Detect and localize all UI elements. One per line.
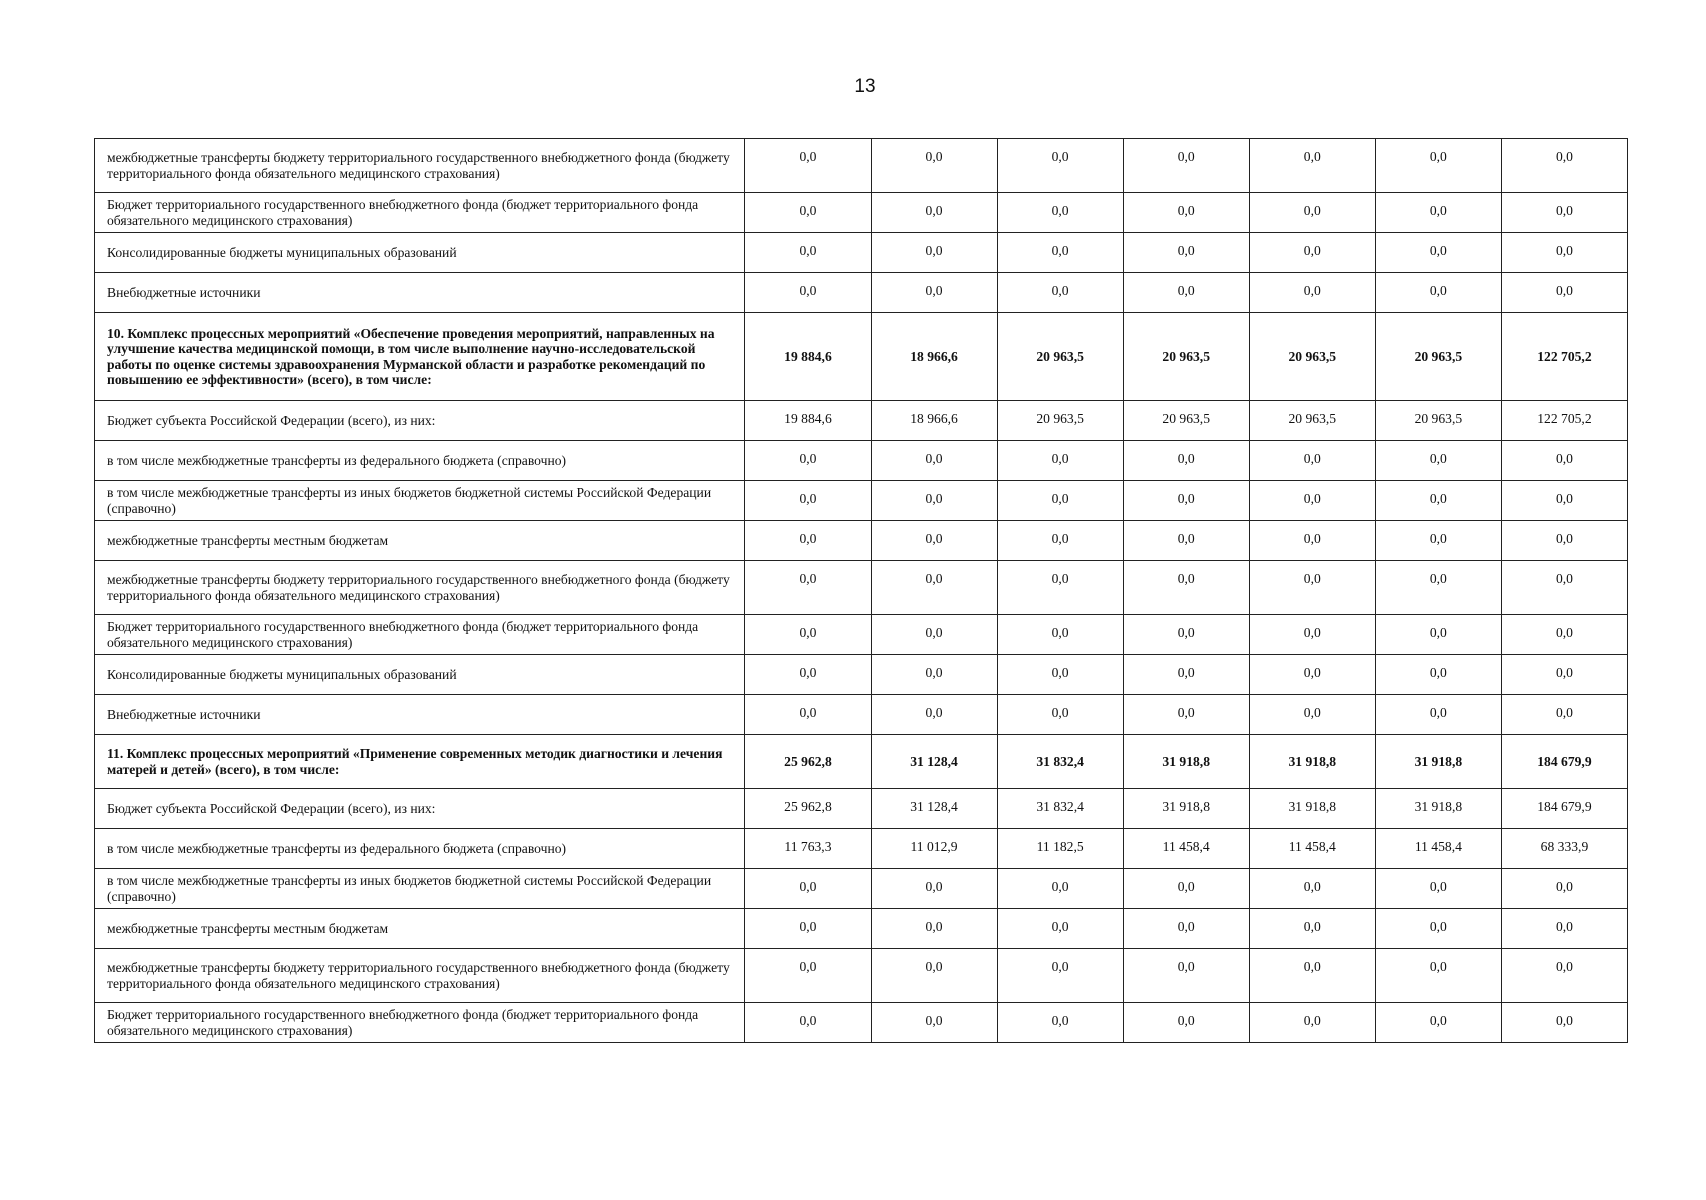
value-cell: 0,0 <box>997 909 1123 949</box>
value-cell: 0,0 <box>1501 561 1627 615</box>
table-row <box>95 869 1628 909</box>
value-cell: 0,0 <box>1249 233 1375 273</box>
page-number: 13 <box>854 76 876 97</box>
row-label-cell: в том числе межбюджетные трансферты из иных бюджетов бюджетной системы Российской Федерации (справочно) <box>95 481 745 521</box>
table-row <box>95 655 1628 695</box>
value-cell: 0,0 <box>1249 193 1375 233</box>
value-cell: 0,0 <box>997 273 1123 313</box>
value-cell: 11 458,4 <box>1123 829 1249 869</box>
value-cell: 0,0 <box>745 441 871 481</box>
value-cell: 0,0 <box>997 233 1123 273</box>
table-row <box>95 139 1628 193</box>
row-label-cell: межбюджетные трансферты бюджету территориального государственного внебюджетного фонда (бюджету территориального фонда обязательного медицинского страхования) <box>95 561 745 615</box>
value-cell: 0,0 <box>1375 949 1501 1003</box>
value-cell: 0,0 <box>1501 233 1627 273</box>
value-cell: 0,0 <box>997 561 1123 615</box>
value-cell: 0,0 <box>1123 193 1249 233</box>
table-row <box>95 481 1628 521</box>
value-cell: 0,0 <box>1375 615 1501 655</box>
value-cell: 0,0 <box>745 1003 871 1043</box>
value-cell: 0,0 <box>1375 695 1501 735</box>
value-cell: 0,0 <box>745 869 871 909</box>
value-cell: 0,0 <box>871 949 997 1003</box>
value-cell: 0,0 <box>1249 695 1375 735</box>
value-cell: 0,0 <box>1375 561 1501 615</box>
value-cell: 122 705,2 <box>1501 313 1627 401</box>
value-cell: 0,0 <box>1501 615 1627 655</box>
value-cell: 0,0 <box>745 273 871 313</box>
table-row <box>95 233 1628 273</box>
value-cell: 0,0 <box>997 1003 1123 1043</box>
value-cell: 0,0 <box>1501 655 1627 695</box>
value-cell: 20 963,5 <box>1123 401 1249 441</box>
value-cell: 0,0 <box>1375 655 1501 695</box>
value-cell: 0,0 <box>1375 139 1501 193</box>
value-cell: 31 832,4 <box>997 789 1123 829</box>
value-cell: 0,0 <box>997 441 1123 481</box>
value-cell: 31 918,8 <box>1249 789 1375 829</box>
row-label-cell: межбюджетные трансферты бюджету территориального государственного внебюджетного фонда (бюджету территориального фонда обязательного медицинского страхования) <box>95 949 745 1003</box>
value-cell: 0,0 <box>1249 655 1375 695</box>
value-cell: 0,0 <box>1501 949 1627 1003</box>
value-cell: 0,0 <box>1375 521 1501 561</box>
row-label-cell: Внебюджетные источники <box>95 695 745 735</box>
value-cell: 0,0 <box>1249 1003 1375 1043</box>
value-cell: 0,0 <box>1501 193 1627 233</box>
value-cell: 0,0 <box>1123 949 1249 1003</box>
value-cell: 0,0 <box>1249 561 1375 615</box>
value-cell: 0,0 <box>1123 521 1249 561</box>
table-row <box>95 273 1628 313</box>
value-cell: 31 918,8 <box>1375 789 1501 829</box>
value-cell: 0,0 <box>745 615 871 655</box>
value-cell: 20 963,5 <box>997 401 1123 441</box>
table-row <box>95 909 1628 949</box>
value-cell: 11 458,4 <box>1375 829 1501 869</box>
value-cell: 31 918,8 <box>1375 735 1501 789</box>
value-cell: 0,0 <box>871 655 997 695</box>
value-cell: 0,0 <box>745 695 871 735</box>
value-cell: 31 918,8 <box>1123 789 1249 829</box>
row-label-cell: в том числе межбюджетные трансферты из иных бюджетов бюджетной системы Российской Федерации (справочно) <box>95 869 745 909</box>
row-label-cell: межбюджетные трансферты бюджету территориального государственного внебюджетного фонда (бюджету территориального фонда обязательного медицинского страхования) <box>95 139 745 193</box>
value-cell: 0,0 <box>997 655 1123 695</box>
value-cell: 0,0 <box>871 1003 997 1043</box>
value-cell: 0,0 <box>997 521 1123 561</box>
value-cell: 0,0 <box>1249 441 1375 481</box>
value-cell: 0,0 <box>1501 521 1627 561</box>
value-cell: 0,0 <box>1249 949 1375 1003</box>
value-cell: 31 918,8 <box>1123 735 1249 789</box>
value-cell: 0,0 <box>1123 615 1249 655</box>
row-label-cell: Бюджет субъекта Российской Федерации (всего), из них: <box>95 789 745 829</box>
row-label-cell: межбюджетные трансферты местным бюджетам <box>95 521 745 561</box>
value-cell: 0,0 <box>1249 273 1375 313</box>
table-row <box>95 829 1628 869</box>
value-cell: 0,0 <box>1501 273 1627 313</box>
value-cell: 31 128,4 <box>871 789 997 829</box>
value-cell: 0,0 <box>745 481 871 521</box>
value-cell: 0,0 <box>1249 615 1375 655</box>
value-cell: 0,0 <box>997 481 1123 521</box>
value-cell: 0,0 <box>1123 869 1249 909</box>
value-cell: 0,0 <box>745 193 871 233</box>
row-label-cell: Бюджет территориального государственного внебюджетного фонда (бюджет территориального фонда обязательного медицинского страхования) <box>95 1003 745 1043</box>
value-cell: 0,0 <box>871 561 997 615</box>
budget-table <box>94 138 1628 1043</box>
value-cell: 18 966,6 <box>871 313 997 401</box>
value-cell: 0,0 <box>1375 441 1501 481</box>
value-cell: 11 458,4 <box>1249 829 1375 869</box>
table-row <box>95 695 1628 735</box>
value-cell: 19 884,6 <box>745 401 871 441</box>
value-cell: 0,0 <box>1501 1003 1627 1043</box>
value-cell: 0,0 <box>1123 561 1249 615</box>
value-cell: 11 763,3 <box>745 829 871 869</box>
value-cell: 0,0 <box>871 481 997 521</box>
value-cell: 0,0 <box>1501 481 1627 521</box>
value-cell: 0,0 <box>871 521 997 561</box>
value-cell: 0,0 <box>1123 655 1249 695</box>
value-cell: 0,0 <box>871 233 997 273</box>
value-cell: 0,0 <box>1249 869 1375 909</box>
value-cell: 0,0 <box>1123 1003 1249 1043</box>
table-row <box>95 561 1628 615</box>
value-cell: 0,0 <box>997 949 1123 1003</box>
value-cell: 0,0 <box>1501 695 1627 735</box>
table-row <box>95 1003 1628 1043</box>
table-row <box>95 193 1628 233</box>
value-cell: 0,0 <box>997 139 1123 193</box>
value-cell: 0,0 <box>997 869 1123 909</box>
value-cell: 0,0 <box>1249 909 1375 949</box>
value-cell: 0,0 <box>1123 695 1249 735</box>
value-cell: 31 918,8 <box>1249 735 1375 789</box>
value-cell: 68 333,9 <box>1501 829 1627 869</box>
value-cell: 0,0 <box>745 521 871 561</box>
value-cell: 0,0 <box>871 193 997 233</box>
value-cell: 0,0 <box>1123 909 1249 949</box>
value-cell: 0,0 <box>1123 273 1249 313</box>
row-label-cell: Консолидированные бюджеты муниципальных образований <box>95 233 745 273</box>
value-cell: 31 832,4 <box>997 735 1123 789</box>
value-cell: 0,0 <box>871 869 997 909</box>
value-cell: 0,0 <box>997 615 1123 655</box>
row-label-cell: Внебюджетные источники <box>95 273 745 313</box>
row-label-cell: в том числе межбюджетные трансферты из федерального бюджета (справочно) <box>95 829 745 869</box>
table-row <box>95 441 1628 481</box>
value-cell: 0,0 <box>1375 273 1501 313</box>
value-cell: 11 012,9 <box>871 829 997 869</box>
row-label-cell: Бюджет территориального государственного внебюджетного фонда (бюджет территориального фонда обязательного медицинского страхования) <box>95 193 745 233</box>
value-cell: 0,0 <box>1249 139 1375 193</box>
table-section-row <box>95 735 1628 789</box>
value-cell: 0,0 <box>1123 139 1249 193</box>
value-cell: 0,0 <box>1375 909 1501 949</box>
value-cell: 31 128,4 <box>871 735 997 789</box>
value-cell: 0,0 <box>997 193 1123 233</box>
row-label-cell: в том числе межбюджетные трансферты из федерального бюджета (справочно) <box>95 441 745 481</box>
table-row <box>95 949 1628 1003</box>
row-label-cell: 10. Комплекс процессных мероприятий «Обеспечение проведения мероприятий, направленных на улучшение качества медицинской помощи, в том числе выполнение научно-исследовательской работы по оценке системы здравоохранения Мурманской области и разработке рекомендаций по повышению ее эффективности» (всего), в том числе: <box>95 313 745 401</box>
value-cell: 0,0 <box>871 695 997 735</box>
table-row <box>95 615 1628 655</box>
value-cell: 19 884,6 <box>745 313 871 401</box>
value-cell: 11 182,5 <box>997 829 1123 869</box>
table-row <box>95 521 1628 561</box>
row-label-cell: Бюджет субъекта Российской Федерации (всего), из них: <box>95 401 745 441</box>
value-cell: 0,0 <box>1501 441 1627 481</box>
value-cell: 25 962,8 <box>745 735 871 789</box>
table-row <box>95 401 1628 441</box>
value-cell: 0,0 <box>1123 233 1249 273</box>
value-cell: 0,0 <box>871 139 997 193</box>
value-cell: 20 963,5 <box>1249 401 1375 441</box>
value-cell: 184 679,9 <box>1501 735 1627 789</box>
value-cell: 0,0 <box>1501 909 1627 949</box>
value-cell: 0,0 <box>1249 481 1375 521</box>
value-cell: 0,0 <box>1123 481 1249 521</box>
value-cell: 0,0 <box>997 695 1123 735</box>
value-cell: 0,0 <box>871 441 997 481</box>
value-cell: 20 963,5 <box>1249 313 1375 401</box>
table-row <box>95 789 1628 829</box>
value-cell: 0,0 <box>1501 139 1627 193</box>
budget-table-body <box>95 139 1628 1043</box>
value-cell: 0,0 <box>745 909 871 949</box>
value-cell: 20 963,5 <box>1375 401 1501 441</box>
value-cell: 18 966,6 <box>871 401 997 441</box>
value-cell: 0,0 <box>1123 441 1249 481</box>
value-cell: 0,0 <box>745 139 871 193</box>
value-cell: 0,0 <box>871 615 997 655</box>
value-cell: 20 963,5 <box>1375 313 1501 401</box>
value-cell: 20 963,5 <box>1123 313 1249 401</box>
value-cell: 184 679,9 <box>1501 789 1627 829</box>
row-label-cell: Бюджет территориального государственного внебюджетного фонда (бюджет территориального фонда обязательного медицинского страхования) <box>95 615 745 655</box>
value-cell: 0,0 <box>745 233 871 273</box>
budget-table-container <box>94 138 1628 1043</box>
value-cell: 0,0 <box>1501 869 1627 909</box>
value-cell: 0,0 <box>1249 521 1375 561</box>
value-cell: 0,0 <box>871 273 997 313</box>
value-cell: 0,0 <box>745 655 871 695</box>
value-cell: 20 963,5 <box>997 313 1123 401</box>
table-section-row <box>95 313 1628 401</box>
value-cell: 0,0 <box>1375 869 1501 909</box>
value-cell: 0,0 <box>1375 193 1501 233</box>
value-cell: 0,0 <box>1375 481 1501 521</box>
value-cell: 0,0 <box>1375 233 1501 273</box>
row-label-cell: межбюджетные трансферты местным бюджетам <box>95 909 745 949</box>
value-cell: 0,0 <box>1375 1003 1501 1043</box>
value-cell: 0,0 <box>745 949 871 1003</box>
value-cell: 25 962,8 <box>745 789 871 829</box>
value-cell: 0,0 <box>745 561 871 615</box>
row-label-cell: 11. Комплекс процессных мероприятий «Применение современных методик диагностики и лечения матерей и детей» (всего), в том числе: <box>95 735 745 789</box>
value-cell: 122 705,2 <box>1501 401 1627 441</box>
row-label-cell: Консолидированные бюджеты муниципальных образований <box>95 655 745 695</box>
value-cell: 0,0 <box>871 909 997 949</box>
